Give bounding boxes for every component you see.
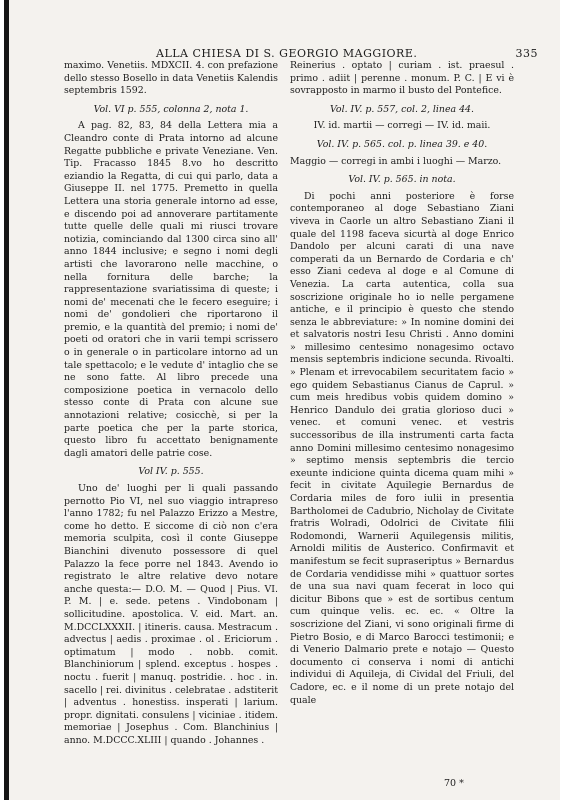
- correction-line: Maggio — corregi in ambi i luoghi — Marzo.: [290, 155, 502, 167]
- running-title: ALLA CHIESA DI S. GEORGIO MAGGIORE.: [156, 47, 418, 60]
- paragraph: Uno de' luoghi per li quali passando pernotto Pio VI, nel suo viaggio intrapreso l'anno 1782; fu nel Palazzo Erizzo a Mestre, come ho detto. E siccome di ciò non c'era memoria sculpita, così il conte Giuseppe Bianchini divenuto possessore di quel Palazzo la fece porre nel 1843. Avendo io registrato le altre relative devo notare anche questa:— D.O. M. — Quod | Pius. VI. P. M. | e. sede. petens . Vindobonam | sollicitudine. apostolica. V. eid. Mart. an. M.DCCLXXXII. | itineris. causa. Mestracum . advectus | aedis . proximae . ol . Ericiorum . optimatum | modo . nobb. comit. Blanchiniorum | splend. exceptus . hospes . noctu . fuerit | manuq. postridie. . hoc . in. sacello | rei. divinitus . celebratae . adstiterit | adventus . honestiss. insperati | larium. propr. dignitati. consulens | viciniae . itidem. memoriae | Josephus . Com. Blanchinius | anno. M.DCCC.XLIII | quando . Johannes .: [64, 483, 278, 746]
- paragraph: Reinerius . optato | curiam . ist. praesul . primo . adiit | perenne . monum. P. C. | E vi è sovrapposto in marmo il busto del Pontefice.: [290, 60, 514, 97]
- left-column: [64, 60, 278, 747]
- section-heading: Vol. IV. p. 557, col. 2, linea 44.: [330, 103, 474, 115]
- section-heading: Vol IV. p. 555.: [138, 466, 204, 478]
- correction-line: IV. id. martii — corregi — IV. id. maii.: [313, 120, 491, 132]
- section-heading: Vol. IV. p. 565. in nota.: [348, 174, 456, 186]
- book-page: [4, 0, 560, 800]
- signature-mark: 70 *: [444, 778, 464, 789]
- scan-border: [4, 0, 9, 800]
- right-column: [290, 60, 514, 707]
- section-heading: Vol. IV. p. 565. col. p. linea 39. e 40.: [316, 138, 488, 150]
- paragraph: maximo. Venetiis. MDXCII. 4. con prefazione dello stesso Bosello in data Venetiis Kalendis septembris 1592.: [64, 60, 278, 97]
- section-heading: Vol. VI p. 555, colonna 2, nota 1.: [93, 103, 249, 115]
- page-number: 335: [515, 47, 538, 60]
- running-header: [68, 47, 538, 61]
- paragraph: A pag. 82, 83, 84 della Lettera mia a Cleandro conte di Prata intorno ad alcune Regatte pubbliche e private Veneziane. Ven. Tip. Fracasso 1845 8.vo ho descritto eziandio la Regatta, di cui qui parlo, data a Giuseppe II. nel 1775. Premetto in quella Lettera una storia generale intorno ad esse, e discendo poi ad annoverare partitamente tutte quelle delle quali mi riusci trovare notizia, cominciando dal 1300 circa sino all' anno 1844 inclusive; e segno i nomi degli artisti che lavorarono nelle macchine, o nella fornitura delle barche; la rappresentazione svariatissima di queste; i nomi de' mecenati che le fecero eseguire; i nomi de' gondolieri che riportarono il premio, e la quantità del premio; i nomi de' poeti od oratori che in varii tempi scrissero o in generale o in particolare intorno ad un tale spettacolo; e le vedute d' intaglio che se ne sono fatte. Al libro precede una composizione poetica in vernacolo dello stesso conte di Prata con alcune sue annotazioni relative; cosicchè, si per la parte poetica che per la parte storica, questo libro fu accettato benignamente dagli amatori delle patrie cose.: [64, 120, 278, 459]
- paragraph: Di pochi anni posteriore è forse contemporaneo al doge Sebastiano Ziani viveva in Caorle un altro Sebastiano Ziani il quale del 1198 faceva sicurtà al doge Enrico Dandolo per alcuni carati di una nave comperati da un Bernardo de Cordaria e ch' esso Ziani cedeva al doge e al Comune di Venezia. La carta autentica, colla sua soscrizione originale ho io nelle pergamene antiche, e il principio è questo che stendo senza le abbreviature: » In nomine domini dei et salvatoris nostri Iesu Christi . Anno domini » millesimo centesimo nonagesimo octavo mensis septembris indicione secunda. Rivoalti. » Plenam et irrevocabilem securitatem facio » ego quidem Sebastianus Cianus de Caprul. » cum meis hredibus vobis quidem domino » Henrico Dandulo dei gratia glorioso duci » venec. et comuni venec. et vestris successoribus de illa instrumenti carta facta anno Domini millesimo centesimo nonagesimo » septimo mensis septembris die tercio exeunte indicione quinta dicema quam mihi » fecit in civitate Aquilegie Bernardus de Cordaria miles de foro iulii in presentia Bartholomei de Cadubrio, Nicholay de Civitate fratris Wolradi, Odolrici de Civitate filii Rodomondi, Warnerii Aquilegensis militis, Arnoldi militis de Austerico. Confirmavit et manifestum se fecit supraseriptus » Bernardus de Cordaria vendidisse mihi » quattuor sortes de una sua navi quam fecerat in loco qui dicitur Bibons que » est de sortibus centum cum quinque velis. ec. ec. « Oltre la soscrizione del Ziani, vi sono originali firme di Pietro Bosio, e di Marco Barocci testimonii; e di Venerio Dalmario prete e notajo — Questo documento ci conserva i nomi di antichi individui di Aquileja, di Cividal del Friuli, del Cadore, ec. e il nome di un prete notajo del quale: [290, 190, 514, 706]
